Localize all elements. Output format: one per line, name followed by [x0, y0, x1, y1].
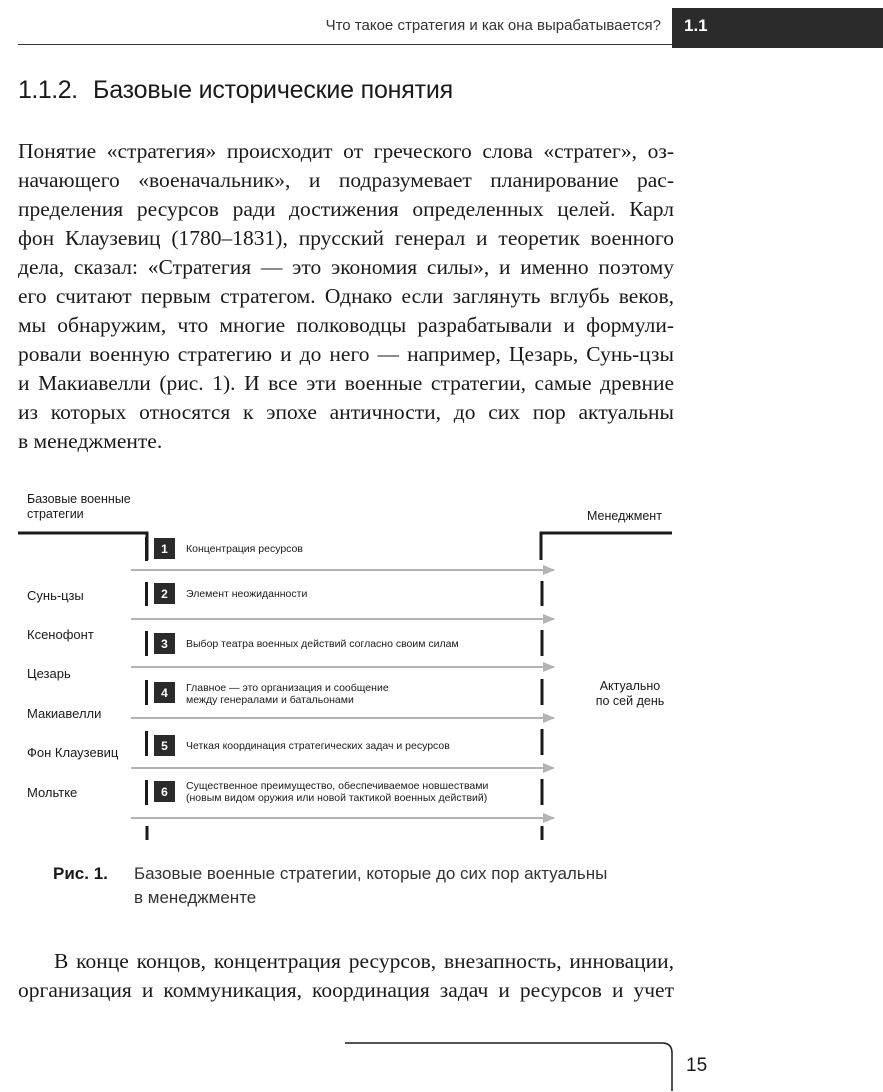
text-line: дела, сказал: «Стратегия — это экономия силы», и именно поэтому	[18, 255, 674, 279]
item-text-line: (новым видом оружия или новой тактикой военных действий)	[186, 792, 488, 804]
strategist-label: Сунь-цзы	[27, 588, 84, 603]
item-tick	[145, 780, 148, 805]
item-number: 4	[154, 682, 175, 703]
item-number: 3	[154, 633, 175, 654]
text-line: из которых относятся к эпохе античности, до сих пор актуальны	[18, 400, 674, 424]
item-number: 1	[154, 538, 175, 559]
text-line: ровали военную стратегию и до него — например, Цезарь, Сунь-цзы	[18, 342, 674, 366]
running-title: Что такое стратегия и как она вырабатывается?	[325, 17, 661, 34]
item-text	[186, 780, 488, 804]
item-tick	[145, 680, 148, 705]
item-text-line: Существенное преимущество, обеспечиваемое новшествами	[186, 780, 489, 792]
text-line: в менеджменте.	[18, 429, 163, 453]
text-line: Понятие «стратегия» происходит от греческого слова «стратег», оз-	[18, 139, 674, 163]
item-text: Концентрация ресурсов	[186, 543, 303, 555]
item-text-line: между генералами и батальонами	[186, 694, 354, 706]
item-number: 6	[154, 781, 175, 802]
item-tick	[145, 731, 148, 756]
item-tick	[145, 582, 148, 606]
strategist-label: Цезарь	[27, 666, 71, 681]
left-bracket	[18, 533, 147, 560]
item-text	[186, 682, 389, 706]
text-line: мы обнаружим, что многие полководцы разрабатывали и формули-	[18, 313, 674, 337]
strategist-label: Макиавелли	[27, 706, 102, 721]
left-header	[27, 492, 131, 522]
text-line: В конце концов, концентрация ресурсов, внезапность, инновации,	[54, 949, 674, 973]
item-tick	[145, 537, 148, 561]
caption-line: в менеджменте	[134, 888, 257, 907]
item-number: 5	[154, 735, 175, 756]
text-line: организация и коммуникация, координация задач и ресурсов и учет	[18, 978, 674, 1002]
item-text: Выбор театра военных действий согласно своим силам	[186, 638, 459, 650]
item-number: 2	[154, 583, 175, 604]
item-text: Четкая координация стратегических задач и ресурсов	[186, 740, 450, 752]
text-line: пределения ресурсов ради достижения определенных целей. Карл	[18, 197, 674, 221]
item-text-line: Главное — это организация и сообщение	[186, 682, 389, 694]
footer-rule	[0, 1035, 883, 1092]
chapter-number: 1.1	[684, 16, 708, 35]
right-note-line: по сей день	[595, 694, 665, 708]
strategist-label: Фон Клаузевиц	[27, 745, 119, 760]
right-header: Менеджмент	[587, 509, 662, 523]
text-line: начающего «военачальник», и подразумевает планирование рас-	[18, 168, 674, 192]
right-bracket	[541, 533, 672, 560]
section-number: 1.1.2.	[18, 76, 78, 104]
strategist-label: Ксенофонт	[27, 627, 94, 642]
strategist-label: Мольтке	[27, 785, 78, 800]
section-title: Базовые исторические понятия	[93, 76, 453, 104]
text-line: и Макиавелли (рис. 1). И все эти военные стратегии, самые древние	[18, 371, 674, 395]
text-line: фон Клаузевиц (1780–1831), прусский генерал и теоретик военного	[18, 226, 674, 250]
caption-line: Базовые военные стратегии, которые до сих пор актуальны	[134, 864, 608, 883]
item-tick	[145, 631, 148, 656]
right-note	[594, 679, 666, 709]
left-header-line: Базовые военные	[27, 492, 131, 506]
item-text: Элемент неожиданности	[186, 588, 308, 600]
page-number: 15	[686, 1055, 708, 1076]
right-note-line: Актуально	[599, 679, 661, 693]
text-line: его считают первым стратегом. Однако если заглянуть вглубь веков,	[18, 284, 674, 308]
caption-label: Рис. 1.	[53, 864, 108, 883]
left-header-line: стратегии	[27, 507, 84, 521]
